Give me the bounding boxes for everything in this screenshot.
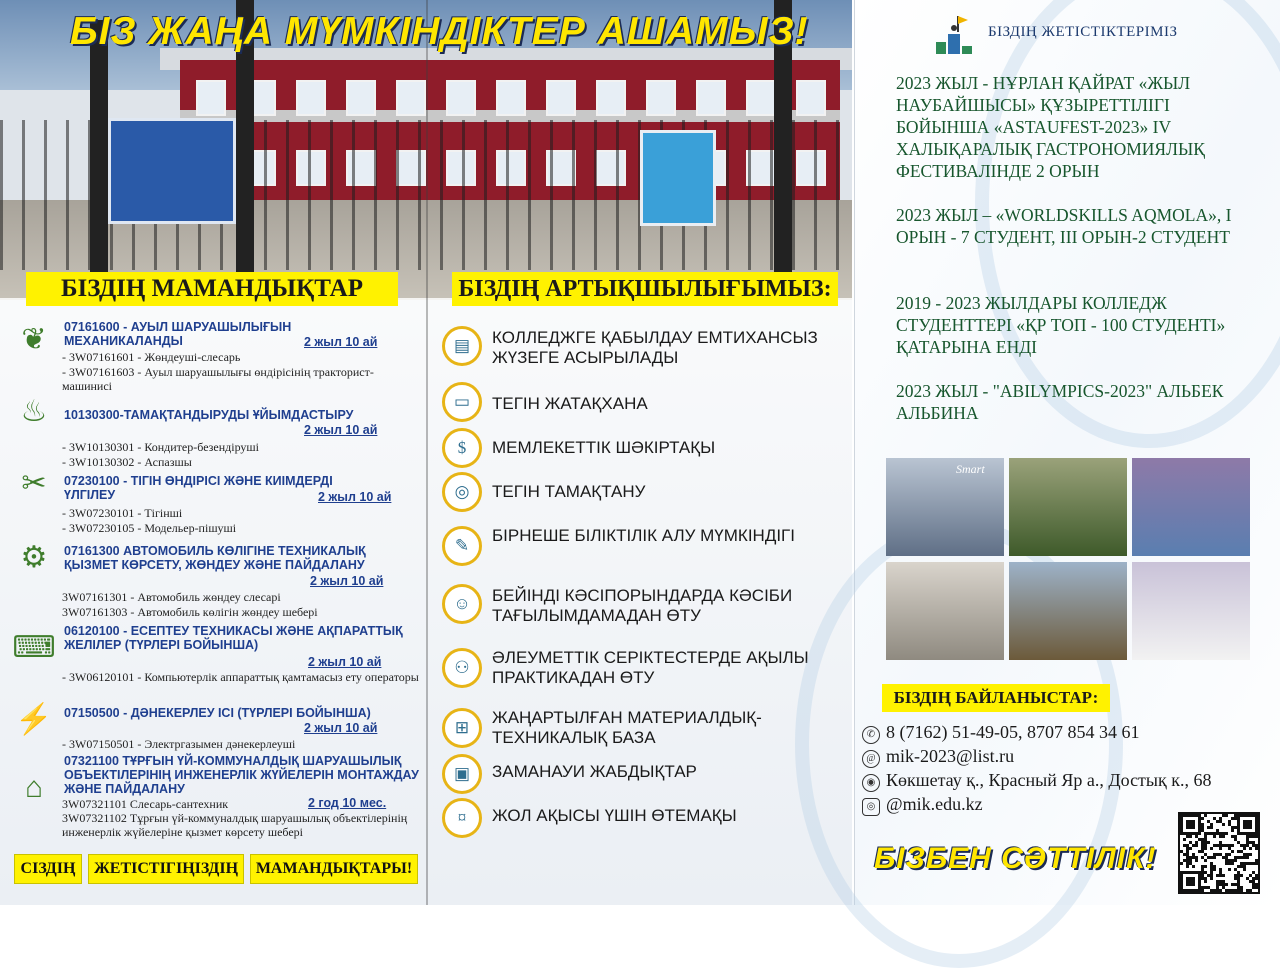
advantage-text: КОЛЛЕДЖГЕ ҚАБЫЛДАУ ЕМТИХАНСЫЗ ЖҮЗЕГЕ АСЫРЫЛАДЫ [492, 328, 818, 367]
profession-duration: 2 жыл 10 ай [304, 335, 378, 349]
instagram-icon: ◎ [862, 798, 880, 816]
bed-icon: ▭ [442, 382, 482, 422]
achievement-item: 2023 ЖЫЛ – «WORLDSKILLS AQMOLA», I ОРЫН - 7 СТУДЕНТ, III ОРЫН-2 СТУДЕНТ [896, 205, 1232, 247]
slogan-box: СІЗДІҢ [14, 854, 82, 884]
profession-specialty: - 3W06120101 - Компьютерлік аппараттық қамтамасыз ету операторы [62, 670, 419, 684]
contacts-banner: БІЗДІҢ БАЙЛАНЫСТАР: [882, 684, 1110, 712]
profession-duration: 2 жыл 10 ай [304, 721, 378, 735]
house-tools-icon: ⌂ [24, 771, 43, 804]
coin-hand-icon: $ [442, 428, 482, 468]
advantages-banner: БІЗДІҢ АРТЫҚШЫЛЫҒЫМЫЗ: [452, 272, 838, 306]
profession-specialty: - 3W07150501 - Электргазымен дәнекерлеуші [62, 737, 296, 751]
gallery-photo-award [1132, 562, 1250, 660]
gallery-photo-field [1009, 562, 1127, 660]
photo-caption: Smart [956, 462, 985, 476]
building-window [296, 80, 326, 116]
document-icon: ▤ [442, 326, 482, 366]
advantage-text: ЖАҢАРТЫЛҒАН МАТЕРИАЛДЫҚ-ТЕХНИКАЛЫҚ БАЗА [492, 708, 762, 747]
profession-specialty: 3W07161303 - Автомобиль көлігін жөндеу шебері [62, 605, 318, 619]
column-divider [426, 0, 428, 905]
profession-specialty: - 3W07230101 - Тігінші [62, 506, 183, 520]
profession-duration: 2 год 10 мес. [308, 796, 387, 810]
phone-icon: ✆ [862, 726, 880, 744]
chef-icon: ♨ [20, 395, 48, 428]
building-window [796, 80, 826, 116]
advantage-text: ТЕГІН ТАМАҚТАНУ [492, 482, 646, 501]
money-hand-icon: ¤ [442, 798, 482, 838]
profession-duration: 2 жыл 10 ай [318, 490, 392, 504]
gear-wrench-icon: ⚙ [20, 541, 48, 574]
profession-title: 07321100 ТҰРҒЫН ҮЙ-КОММУНАЛДЫҚ ШАРУАШЫЛЫҚ ОБЪЕКТІЛЕРІНІҢ ИНЖЕНЕРЛІК ЖҮЙЕЛЕРІН МОНТАЖДАУ ЖӘНЕ ПАЙДАЛАНУ [64, 754, 419, 796]
profession-title: 07161300 АВТОМОБИЛЬ КӨЛІГІНЕ ТЕХНИКАЛЫҚ ҚЫЗМЕТ КӨРСЕТУ, ЖӨНДЕУ ЖӘНЕ ПАЙДАЛАНУ [64, 544, 366, 572]
gallery-photo-vr [886, 458, 1004, 556]
info-board [108, 118, 236, 224]
network-icon: ⊞ [442, 708, 482, 748]
advantage-text: ЖОЛ АҚЫСЫ ҮШІН ӨТЕМАҚЫ [492, 806, 737, 825]
profession-specialty: - 3W07161601 - Жөндеуші-слесарь [62, 350, 241, 364]
advantage-text: ЗАМАНАУИ ЖАБДЫҚТАР [492, 762, 697, 781]
gate-post [90, 20, 108, 290]
qr-code[interactable] [1178, 812, 1260, 894]
slogan-luck: БІЗБЕН СӘТТІЛІК! [874, 842, 1157, 875]
profession-title: 07161600 - АУЫЛ ШАРУАШЫЛЫҒЫН МЕХАНИКАЛАНДЫ [64, 320, 292, 348]
advantage-text: БЕЙІНДІ КӘСІПОРЫНДАРДА КӘСІБИ ТАҒЫЛЫМДАМАДАН ӨТУ [492, 586, 793, 625]
tailor-icon: ✂ [21, 467, 47, 500]
advantage-text: ӘЛЕУМЕТТІК СЕРІКТЕСТЕРДЕ АҚЫЛЫ ПРАКТИКАДАН ӨТУ [492, 648, 809, 687]
building-window [746, 80, 776, 116]
profession-title: 07150500 - ДӘНЕКЕРЛЕУ ІСІ (ТҮРЛЕРІ БОЙЫНША) [64, 706, 371, 720]
building-window [596, 80, 626, 116]
profession-duration: 2 жыл 10 ай [308, 655, 382, 669]
devices-icon: ▣ [442, 754, 482, 794]
sign-board [640, 130, 716, 226]
profession-title: 07230100 - ТІГІН ӨНДІРІСІ ЖӘНЕ КИІМДЕРДІ ҮЛГІЛЕУ [64, 474, 333, 502]
team-icon: ⚇ [442, 648, 482, 688]
slogan-box: ЖЕТІСТІГІҢІЗДІҢ [88, 854, 244, 884]
podium-icon [934, 12, 974, 56]
certificate-icon: ✎ [442, 526, 482, 566]
professions-banner: БІЗДІҢ МАМАНДЫҚТАР [26, 272, 398, 306]
contact-phone[interactable]: 8 (7162) 51-49-05, 8707 854 34 61 [886, 722, 1140, 742]
profession-specialty: - 3W07230105 - Модельер-пішуші [62, 521, 237, 535]
building-window [346, 80, 376, 116]
profession-specialty: 3W07321101 Слесарь-сантехник [62, 797, 229, 811]
advantage-text: МЕМЛЕКЕТТІК ШӘКІРТАҚЫ [492, 438, 716, 457]
gallery-photo-welding [886, 562, 1004, 660]
profession-specialty: 3W07161301 - Автомобиль жөндеу слесарі [62, 590, 281, 604]
profession-duration: 2 жыл 10 ай [304, 423, 378, 437]
plate-icon: ◎ [442, 472, 482, 512]
achievement-item: 2023 ЖЫЛ - НҰРЛАН ҚАЙРАТ «ЖЫЛ НАУБАЙШЫСЫ» ҚҰЗЫРЕТТІЛІГІ БОЙЫНША «ASTAUFEST-2023» IV ХАЛЫҚАРАЛЫҚ ГАСТРОНОМИЯЛЫҚ ФЕСТИВАЛІНДЕ 2 ОРЫН [896, 73, 1205, 181]
gallery-photo-cooking [1132, 458, 1250, 556]
computer-worker-icon: ⌨ [12, 631, 56, 664]
contact-instagram[interactable]: @mik.edu.kz [886, 794, 983, 814]
building-window [446, 80, 476, 116]
building-window [546, 80, 576, 116]
gallery-photo-tractor [1009, 458, 1127, 556]
achievement-item: 2019 - 2023 ЖЫЛДАРЫ КОЛЛЕДЖ СТУДЕНТТЕРІ «ҚР ТОП - 100 СТУДЕНТІ» ҚАТАРЫНА ЕНДІ [896, 293, 1226, 357]
welding-icon: ⚡ [15, 703, 53, 736]
profession-title: 06120100 - ЕСЕПТЕУ ТЕХНИКАСЫ ЖӘНЕ АҚПАРАТТЫҚ ЖЕЛІЛЕР (ТҮРЛЕРІ БОЙЫНША) [64, 624, 403, 652]
achievements-title: БІЗДІҢ ЖЕТІСТІКТЕРІМІЗ [988, 24, 1178, 40]
location-icon: ◉ [862, 774, 880, 792]
main-title: БІЗ ЖАҢА МҮМКІНДІКТЕР АШАМЫЗ! [70, 10, 809, 53]
advantage-text: ТЕГІН ЖАТАҚХАНА [492, 394, 648, 413]
building-window [646, 80, 676, 116]
building-window [396, 80, 426, 116]
profession-duration: 2 жыл 10 ай [310, 574, 384, 588]
contact-address: Көкшетау қ., Красный Яр а., Достық к., 68 [886, 770, 1212, 790]
profession-specialty: 3W07321102 Тұрғын үй-коммуналдық шаруашылық объектілерінің инженерлік жүйелеріне қызмет көрсету шебері [62, 811, 408, 839]
wheat-icon: ❦ [21, 323, 47, 356]
slogan-box: МАМАНДЫҚТАРЫ! [250, 854, 418, 884]
advantage-text: БІРНЕШЕ БІЛІКТІЛІК АЛУ МҮМКІНДІГІ [492, 526, 795, 545]
mentor-icon: ☺ [442, 584, 482, 624]
profession-title: 10130300-ТАМАҚТАНДЫРУДЫ ҰЙЫМДАСТЫРУ [64, 408, 354, 422]
contact-email[interactable]: mik-2023@list.ru [886, 746, 1015, 766]
profession-specialty: - 3W10130301 - Кондитер-безендіруші [62, 440, 260, 454]
building-window [196, 80, 226, 116]
profession-specialty: - 3W07161603 - Ауыл шаруашылығы өндірісінің тракторист-машинисі [62, 365, 374, 393]
building-window [496, 80, 526, 116]
achievement-item: 2023 ЖЫЛ - "ABILYMPICS-2023" АЛЬБЕК АЛЬБИНА [896, 381, 1224, 423]
building-window [696, 80, 726, 116]
profession-specialty: - 3W10130302 - Аспазшы [62, 455, 192, 469]
email-icon: @ [862, 750, 880, 768]
